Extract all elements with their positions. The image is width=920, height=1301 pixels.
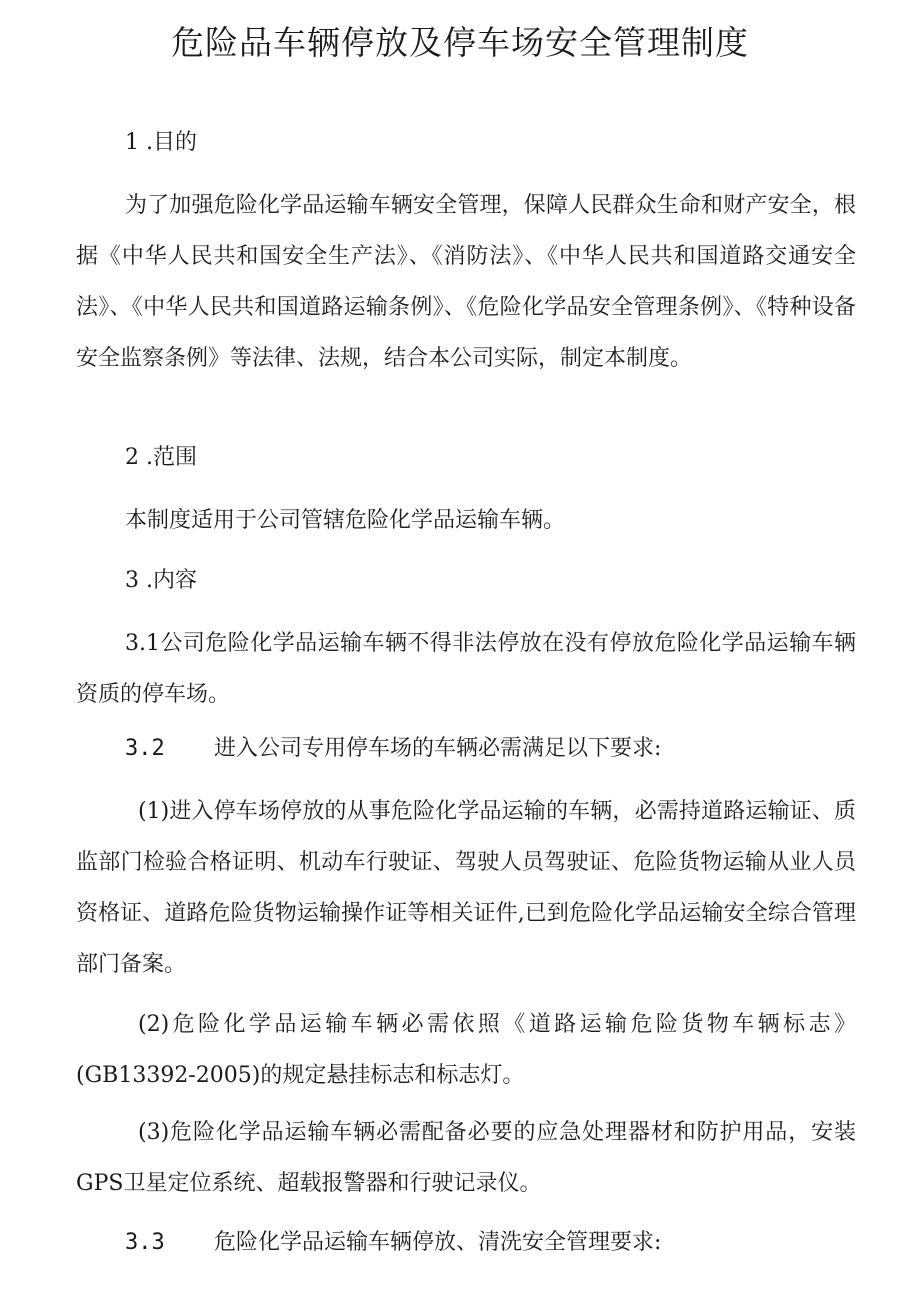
section-1-body: 为了加强危险化学品运输车辆安全管理，保障人民群众生命和财产安全，根据《中华人民共和国安全生产法》、《消防法》、《中华人民共和国道路交通安全法》、《中华人民共和国道路运输条例》、《危险化学品安全管理条例》、《特种设备安全监察条例》等法律、法规，结合本公司实际，制定本制度。 — [76, 193, 856, 371]
section-1-heading: 1 .目的 — [125, 130, 197, 155]
item-3-2-number: 3.2 — [125, 736, 165, 761]
requirement-2: (2)危险化学品运输车辆必需依照《道路运输危险货物车辆标志》(GB13392-2005)的规定悬挂标志和标志灯。 — [76, 1012, 856, 1088]
requirement-3: (3)危险化学品运输车辆必需配备必要的应急处理器材和防护用品，安装GPS卫星定位系统、超载报警器和行驶记录仪。 — [76, 1120, 856, 1196]
item-3-3-number: 3.3 — [125, 1230, 165, 1255]
item-3-3-heading — [125, 1228, 661, 1258]
section-3-heading: 3 .内容 — [125, 568, 197, 593]
document-title: 危险品车辆停放及停车场安全管理制度 — [171, 23, 749, 62]
requirement-1: (1)进入停车场停放的从事危险化学品运输的车辆，必需持道路运输证、质监部门检验合格证明、机动车行驶证、驾驶人员驾驶证、危险货物运输从业人员资格证、道路危险货物运输操作证等相关证件,已到危险化学品运输安全综合管理部门备案。 — [76, 799, 856, 977]
item-3-2-text: 进入公司专用停车场的车辆必需满足以下要求: — [214, 736, 662, 761]
item-3-3-text: 危险化学品运输车辆停放、清洗安全管理要求: — [214, 1230, 662, 1255]
item-3-1: 3.1公司危险化学品运输车辆不得非法停放在没有停放危险化学品运输车辆资质的停车场。 — [76, 631, 856, 707]
section-2-body: 本制度适用于公司管辖危险化学品运输车辆。 — [125, 508, 566, 533]
section-2-heading: 2 .范围 — [125, 445, 197, 470]
item-3-2-heading — [125, 734, 661, 764]
